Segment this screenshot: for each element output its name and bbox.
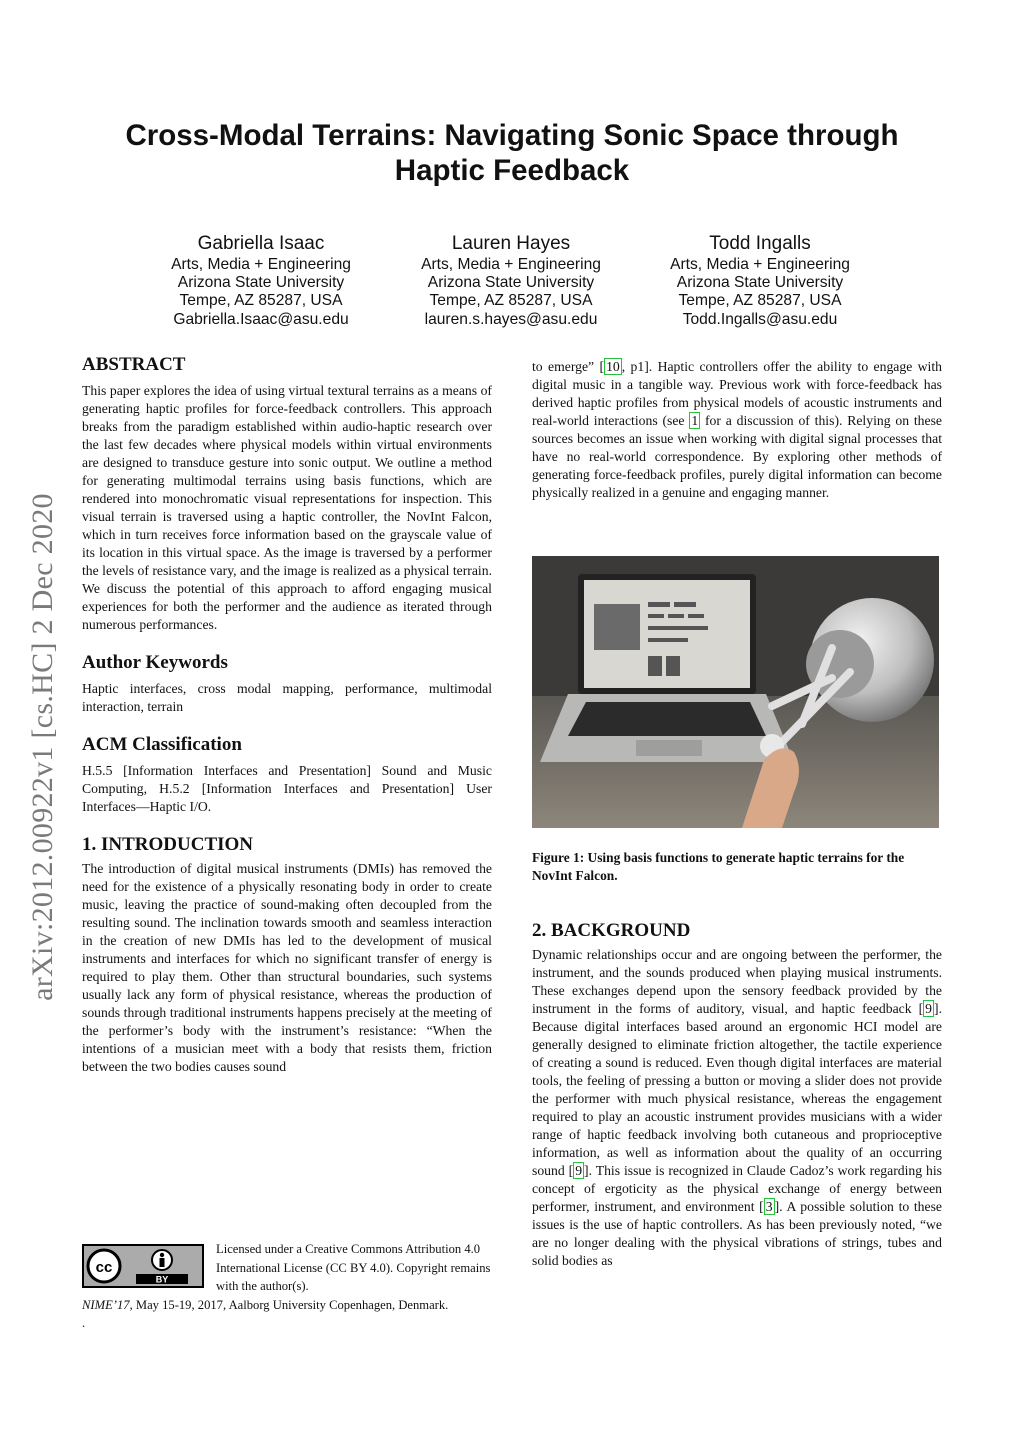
- citation-link[interactable]: 3: [765, 1199, 773, 1214]
- paper-title: [80, 118, 944, 188]
- paragraph-text: , p1]. Haptic controllers offer the ability to engage with digital music in a tangible way. Previous work with force-feedback has derived haptic profiles from physical models of acoustic instruments and real-world interactions (see: [532, 359, 942, 428]
- citation-link[interactable]: 9: [925, 1001, 933, 1016]
- figure-1-photo: [532, 556, 939, 828]
- author-address: Tempe, AZ 85287, USA: [678, 292, 842, 310]
- laptop-trackpad: [636, 740, 702, 756]
- right-column-top: [532, 358, 942, 502]
- laptop-keyboard: [568, 702, 766, 736]
- author-block-2: [386, 232, 636, 329]
- background-text: Dynamic relationships occur and are ongoing between the performer, the instrument, and the sounds produced when playing musical instruments. These exchanges depend upon the sensory feedback provided by the instrument in the forms of auditory, visual, and haptic feedback [ 9 ]. Because digital interfaces based around an ergonomic HCI model are generally designed to eliminate friction altogether, the tactile experience of creating a sound is reduced. Even though digital interfaces are material tools, the feeling of pressing a button or moving a slider does not provide the performer with much physical resistance, whereas the engagement required to play an acoustic instrument provides musicians with a wider range of haptic feedback involving both cutaneous and proprioceptive information, as well as information about the quality of an occurring sound [ 9 ]. This issue is recognized in Claude Cadoz’s work regarding his concept of ergoticity as the physical exchange of energy between performer, instrument, and environment [ 3 ]. A possible solution to these issues is the use of haptic controllers. As has been previously noted, “we are no longer dealing with the physical vibrations of strings, tubes and solid bodies as: [532, 947, 943, 1268]
- citation-link[interactable]: 1: [691, 413, 699, 428]
- paragraph-text: to emerge”: [532, 359, 600, 374]
- title-line-1: Cross-Modal Terrains: Navigating Sonic Space through: [125, 119, 899, 152]
- abstract-text: This paper explores the idea of using virtual textural terrains as a means of generating haptic profiles for force-feedback controllers. This approach breaks from the paradigm established within audio-haptic research over the last few decades where physical models within virtual environments are designed to transduce gesture into sonic output. We outline a method for generating multimodal terrains using basis functions, which are rendered into monochromatic visual representations for inspection. This visual terrain is traversed using a haptic controller, the NovInt Falcon, which in turn receives force information based on the grayscale value of its location in this virtual space. As the image is traversed by a performer the levels of resistance vary, and the image is realized as a physical terrain. We discuss the potential of this approach to afford engaging musical experiences for both the performer and the audience as iterated through numerous performances.: [82, 383, 492, 632]
- venue-trailing-dot: .: [82, 1316, 86, 1330]
- citation-link[interactable]: 10: [606, 359, 620, 374]
- introduction-text: The introduction of digital musical instruments (DMIs) has removed the need for the existence of a physically resonating body in order to create music, leaving the practice of sound-making often decoupled from the resulting sound. The inclination towards smooth and seamless interaction in the creation of new DMIs has led to the development of musical instruments and interfaces for which no significant transfer of energy is required to play them. Other than structural boundaries, such systems usually lack any form of physical resistance, whereas the production of sounds through traditional instruments happens precisely at the meeting of the performer’s body with the instrument’s resistance: “When the intentions of a musician meet with a body that resists them, friction between the two bodies causes sound: [82, 861, 492, 1074]
- author-email[interactable]: Gabriella.Isaac@asu.edu: [173, 310, 349, 328]
- arxiv-identifier: [14, 452, 72, 1042]
- paragraph-text: Dynamic relationships occur and are ongoing between the performer, the instrument, and the sounds produced when playing musical instruments. These exchanges depend upon the sensory feedback provided by the instrument in the forms of auditory, visual, and haptic feedback: [532, 947, 942, 1016]
- author-affiliation: Arts, Media + Engineering: [670, 256, 850, 273]
- license-text: Licensed under a Creative Commons Attribution 4.0 International License (CC BY 4.0). Copyright remains with the author(s).: [216, 1242, 491, 1293]
- author-university: Arizona State University: [427, 274, 595, 292]
- keywords-heading: Author Keywords: [82, 652, 228, 673]
- author-affiliation: Arts, Media + Engineering: [421, 256, 601, 273]
- author-name: Todd Ingalls: [709, 233, 811, 254]
- right-column-background: [532, 920, 942, 1270]
- author-block-1: [136, 232, 386, 329]
- paragraph-text: . This issue is recognized in Claude Cadoz’s work regarding his concept of ergoticity as the physical exchange of energy between performer, instrument, and environment: [532, 1163, 942, 1214]
- author-name: Gabriella Isaac: [197, 233, 325, 254]
- cc-by-badge: [82, 1244, 204, 1288]
- author-email[interactable]: lauren.s.hayes@asu.edu: [424, 310, 598, 328]
- citation-link[interactable]: 9: [575, 1163, 583, 1178]
- paragraph-text: . Because digital interfaces based around an ergonomic HCI model are generally designed to eliminate friction altogether, the tactile experience of creating a sound is reduced. Even though digital interfaces are material tools, the feeling of pressing a button or moving a slider does not provide the performer with much physical resistance, whereas the engagement required to play an acoustic instrument provides musicians with a wider range of haptic feedback involving both cutaneous and proprioceptive information, as well as information about the quality of an occurring sound: [532, 1001, 942, 1178]
- author-university: Arizona State University: [177, 274, 345, 292]
- paragraph-text: . A possible solution to these issues is the use of haptic controllers. As has been previously noted, “we are no longer dealing with the physical vibrations of strings, tubes and solid bodies as: [532, 1199, 943, 1268]
- author-address: Tempe, AZ 85287, USA: [179, 292, 343, 310]
- author-block-3: [635, 232, 885, 329]
- introduction-heading: 1. INTRODUCTION: [82, 834, 254, 855]
- author-name: Lauren Hayes: [451, 233, 571, 254]
- cc-logo-text: cc: [95, 1259, 113, 1276]
- arxiv-identifier-text: arXiv:2012.00922v1 [cs.HC] 2 Dec 2020: [26, 493, 59, 1001]
- author-email[interactable]: Todd.Ingalls@asu.edu: [682, 310, 838, 328]
- figure-illustration: [532, 556, 939, 828]
- author-university: Arizona State University: [676, 274, 844, 292]
- left-column: [82, 354, 492, 1076]
- venue-name: NIME’17,: [82, 1298, 133, 1312]
- keywords-text: Haptic interfaces, cross modal mapping, performance, multimodal interaction, terrain: [82, 681, 492, 714]
- acm-text: H.5.5 [Information Interfaces and Presentation] Sound and Music Computing, H.5.2 [Information Interfaces and Presentation] User Interfaces—Haptic I/O.: [82, 763, 492, 814]
- acm-heading: ACM Classification: [82, 734, 242, 755]
- cc-by-logo: [84, 1246, 202, 1286]
- terrain-image-thumbnail: [594, 604, 640, 650]
- author-affiliation: Arts, Media + Engineering: [171, 256, 351, 273]
- abstract-heading: ABSTRACT: [82, 354, 186, 375]
- paragraph-text: for a discussion of this). Relying on these sources becomes an issue when working with digital signal processes that have no real-world correspondence. By exploring other methods of generating force-feedback profiles, purely digital information can become physically realized in a genuine and engaging manner.: [532, 413, 942, 500]
- venue-line: [82, 1296, 502, 1332]
- background-heading: 2. BACKGROUND: [532, 920, 691, 941]
- by-label-text: BY: [155, 1274, 169, 1285]
- right-column-paragraph: to emerge” [ 10 , p1]. Haptic controllers offer the ability to engage with digital music in a tangible way. Previous work with force-feedback has derived haptic profiles from physical models of acoustic instruments and real-world interactions (see 1 for a discussion of this). Relying on these sources becomes an issue when working with digital signal processes that have no real-world correspondence. By exploring other methods of generating force-feedback profiles, purely digital information can become physically realized in a genuine and engaging manner.: [532, 359, 942, 500]
- author-address: Tempe, AZ 85287, USA: [429, 292, 593, 310]
- title-line-2: Haptic Feedback: [394, 154, 630, 187]
- figure-1-caption: Figure 1: Using basis functions to generate haptic terrains for the NovInt Falcon.: [532, 850, 905, 883]
- venue-details: May 15-19, 2017, Aalborg University Copenhagen, Denmark.: [132, 1298, 449, 1312]
